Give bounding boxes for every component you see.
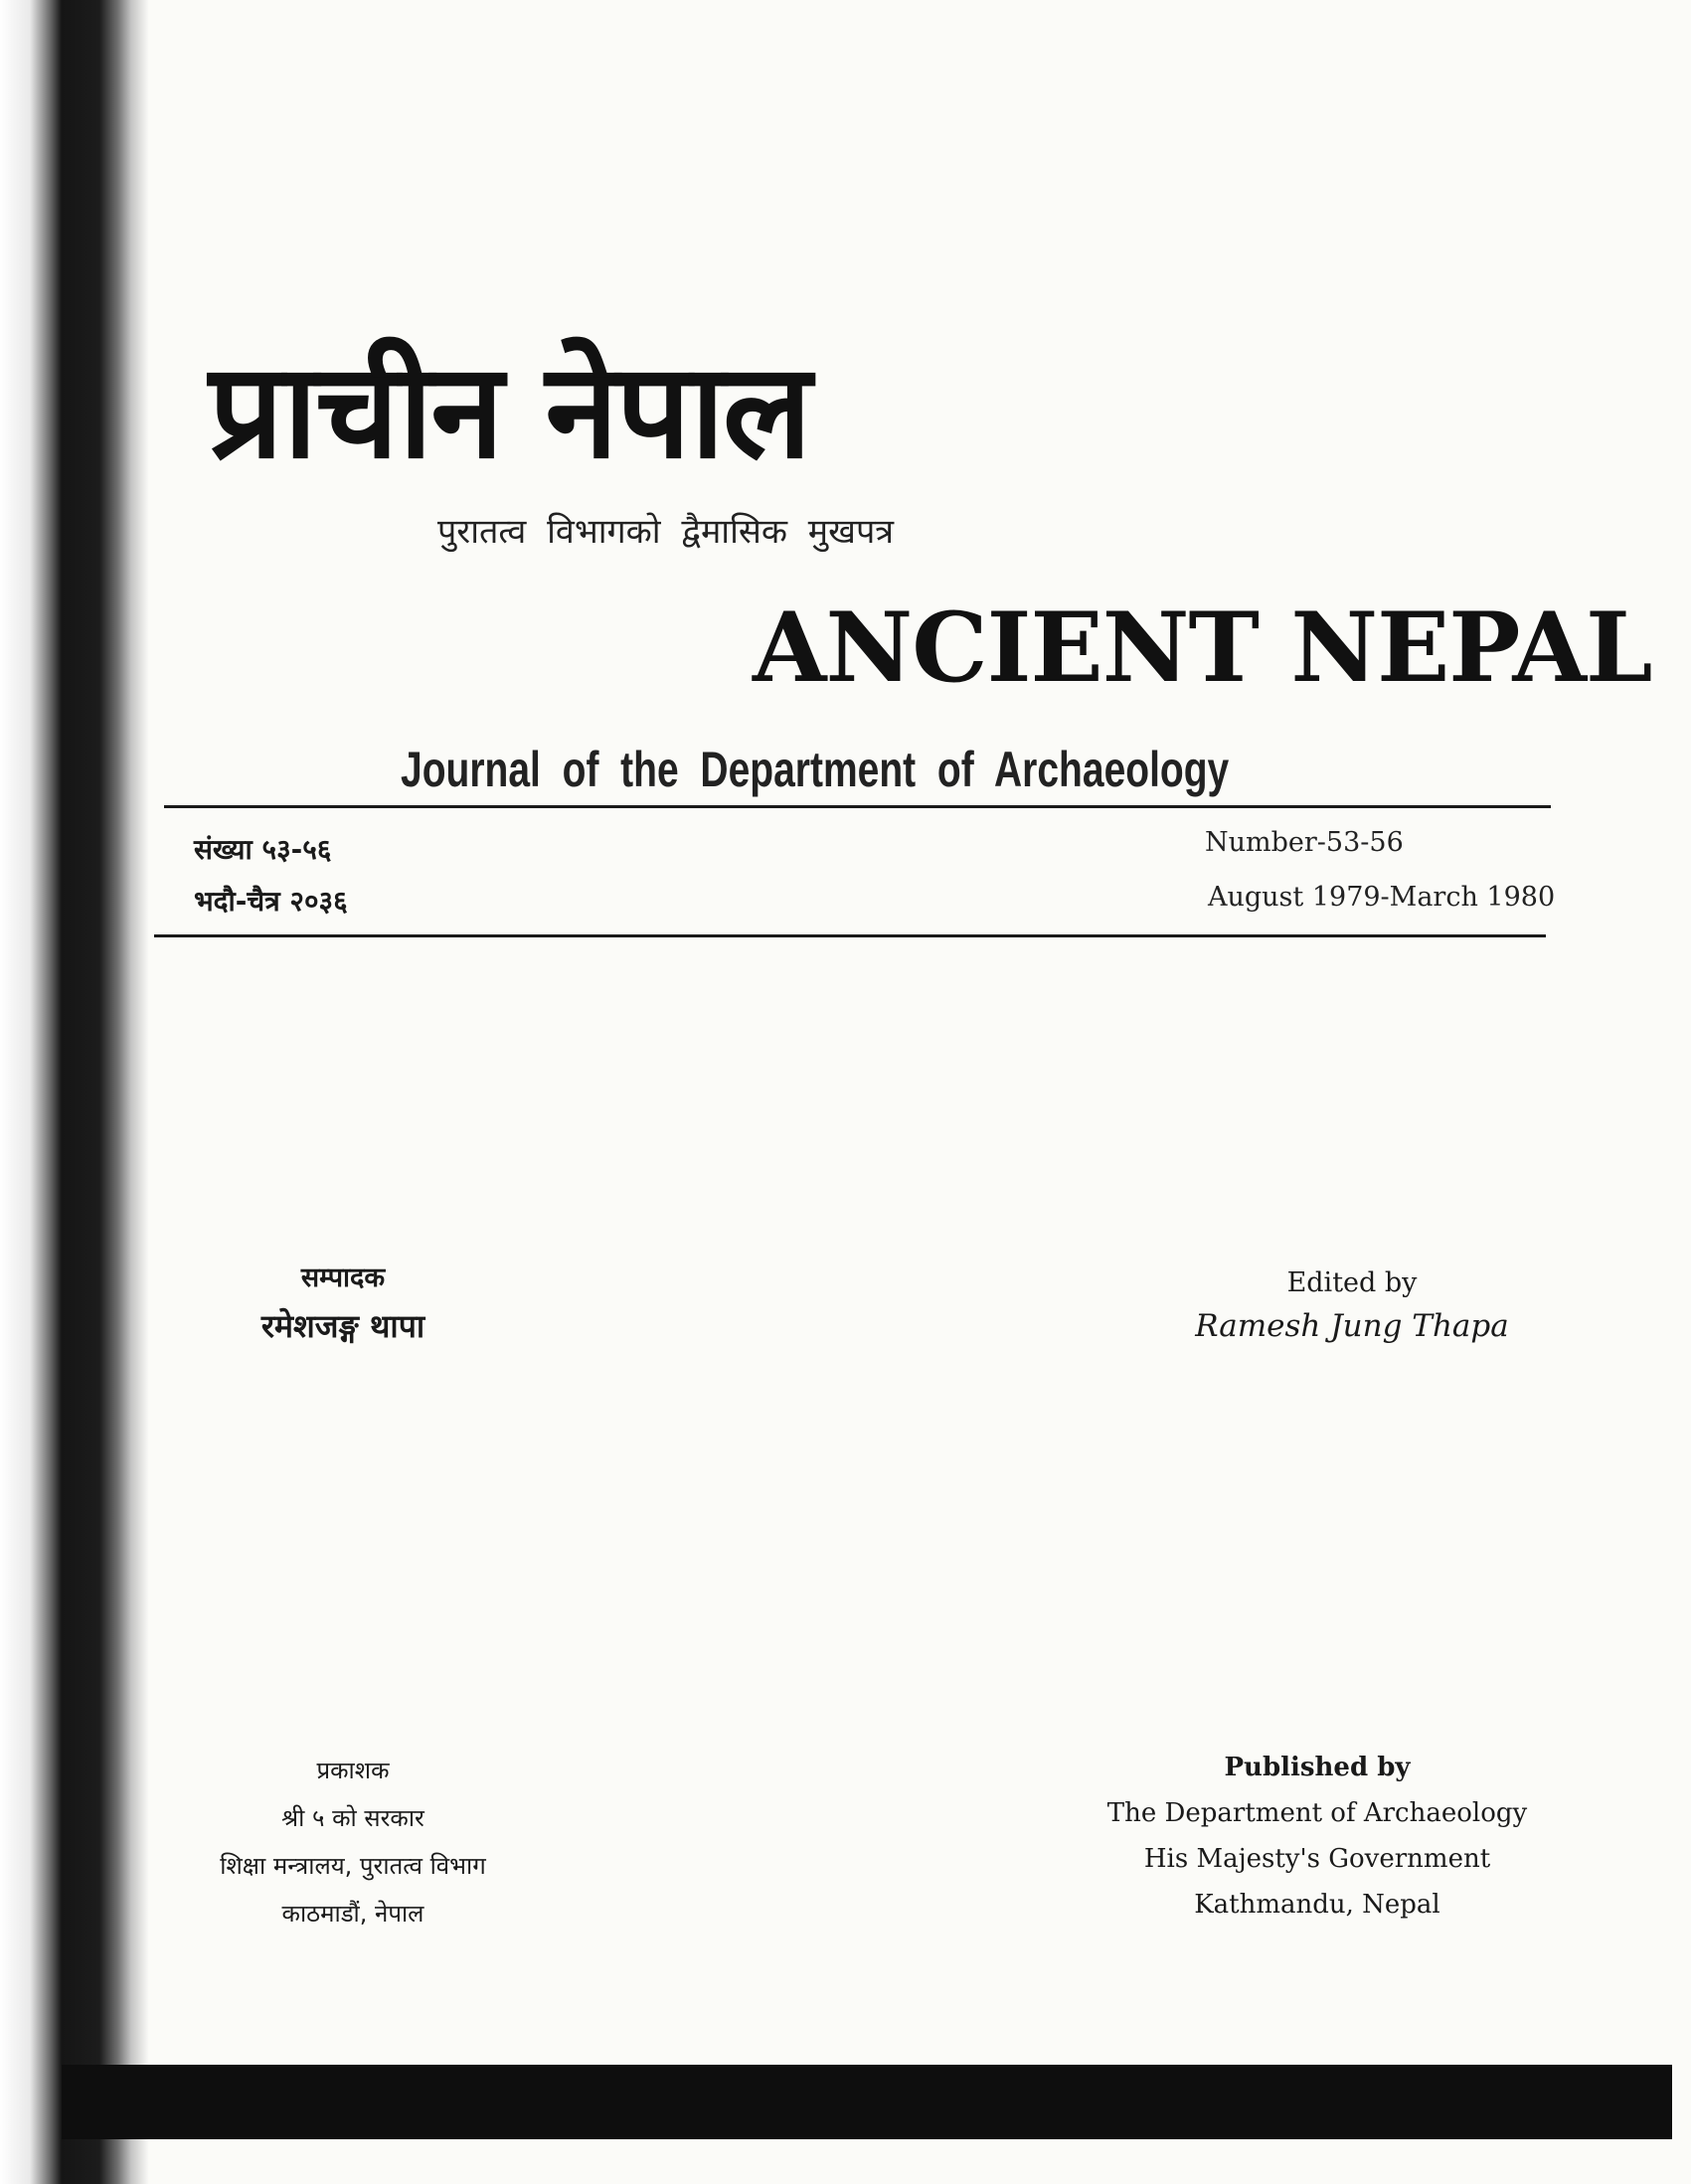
editor-label-devanagari: सम्पादक [300, 1262, 386, 1293]
issue-number-english: Number-53-56 [1205, 827, 1404, 858]
top-rule [164, 805, 1551, 808]
issue-number-devanagari: संख्या ५३-५६ [194, 833, 332, 866]
publisher-label-devanagari: प्रकाशक [316, 1757, 390, 1784]
publisher-line1-english: The Department of Archaeology [1106, 1798, 1528, 1828]
bottom-rule [154, 934, 1546, 937]
editor-label-english: Edited by [1286, 1267, 1418, 1298]
publisher-english [1084, 1745, 1551, 1928]
subtitle-devanagari: पुरातत्व विभागको द्वैमासिक मुखपत्र [437, 512, 895, 552]
title-devanagari: प्राचीन नेपाल [209, 335, 810, 488]
publisher-label-english: Published by [1224, 1753, 1411, 1782]
issue-date-devanagari: भदौ-चैत्र २०३६ [194, 885, 348, 918]
scan-bottom-edge [62, 2065, 1672, 2139]
publisher-line3-devanagari: काठमाडौं, नेपाल [281, 1900, 424, 1928]
publisher-line2-devanagari: शिक्षा मन्त्रालय, पुरातत्व विभाग [220, 1852, 486, 1880]
publisher-line3-english: Kathmandu, Nepal [1194, 1890, 1440, 1920]
editor-name-english: Ramesh Jung Thapa [1195, 1308, 1509, 1344]
subtitle-english: Journal of the Department of Archaeology [401, 742, 1230, 797]
issue-date-english: August 1979-March 1980 [1208, 882, 1556, 913]
publisher-line2-english: His Majesty's Government [1143, 1844, 1491, 1874]
editor-devanagari [194, 1258, 492, 1347]
title-english: ANCIENT NEPAL [753, 591, 1652, 704]
scan-binding-edge [0, 0, 149, 2184]
publisher-line1-devanagari: श्री ५ को सरकार [281, 1804, 424, 1832]
editor-name-devanagari: रमेशजङ्ग थापा [260, 1307, 425, 1345]
publisher-devanagari [154, 1747, 552, 1937]
editor-english [1183, 1267, 1521, 1344]
